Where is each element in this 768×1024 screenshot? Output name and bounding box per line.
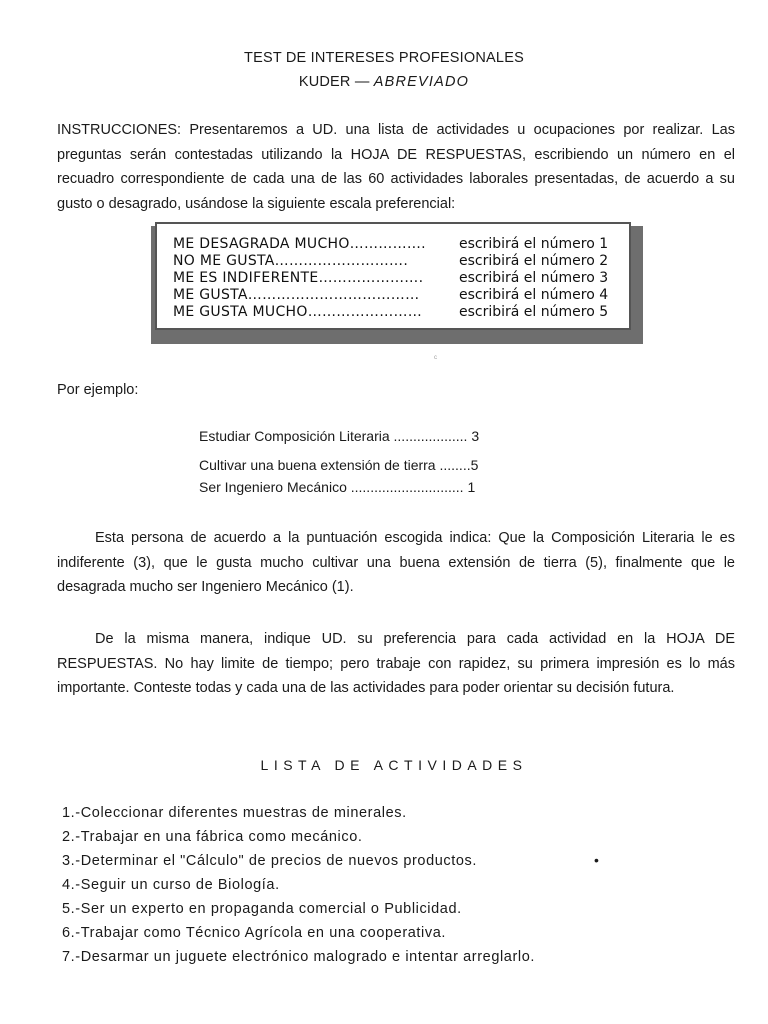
activity-item: 5.-Ser un experto en propaganda comercial o Publicidad. xyxy=(62,901,462,917)
scale-value: escribirá el número 2 xyxy=(459,253,609,269)
scale-value: escribirá el número 4 xyxy=(459,287,609,303)
example-item: Estudiar Composición Literaria ................... 3 xyxy=(199,428,480,444)
scale-label: ME GUSTA……………………………… xyxy=(173,287,420,303)
scale-row xyxy=(173,253,629,270)
activity-item: 3.-Determinar el "Cálculo" de precios de nuevos productos. xyxy=(62,853,478,869)
scale-row xyxy=(173,236,629,253)
preference-scale xyxy=(155,222,643,344)
instructions-paragraph: INSTRUCCIONES: Presentaremos a UD. una lista de actividades u ocupaciones por realizar. Las preguntas serán contestadas utilizando la HOJA DE RESPUESTAS, escribiendo un número en el recuadro correspondiente de cada una de las 60 actividades laborales presentadas, de acuerdo a su gusto o desagrado, usándose la siguiente escala preferencial: xyxy=(57,122,735,212)
example-list xyxy=(199,428,479,495)
scale-value: escribirá el número 5 xyxy=(459,304,609,320)
activity-item: 4.-Seguir un curso de Biología. xyxy=(62,877,280,893)
example-item: Cultivar una buena extensión de tierra ........5 xyxy=(199,457,479,473)
explanation-paragraph: Esta persona de acuerdo a la puntuación escogida indica: Que la Composición Literaria le es indiferente (3), que le gusta mucho cultivar una buena extensión de tierra (5), finalmente que le desagrada mucho ser Ingeniero Mecánico (1). xyxy=(57,530,735,595)
scale-value: escribirá el número 1 xyxy=(459,236,609,252)
activities-list xyxy=(62,801,622,969)
example-heading: Por ejemplo: xyxy=(57,382,139,398)
document-title: TEST DE INTERESES PROFESIONALES xyxy=(244,50,524,66)
scale-label: ME ES INDIFERENTE…………………. xyxy=(173,270,424,286)
activity-item: 6.-Trabajar como Técnico Agrícola en una cooperativa. xyxy=(62,925,447,941)
scale-row xyxy=(173,287,629,304)
subtitle-abbreviated: ABREVIADO xyxy=(373,74,470,90)
scale-label: ME DESAGRADA MUCHO……………. xyxy=(173,236,426,252)
scan-mark: c xyxy=(434,355,437,361)
scale-value: escribirá el número 3 xyxy=(459,270,609,286)
activity-item: 2.-Trabajar en una fábrica como mecánico. xyxy=(62,829,363,845)
activity-item: 7.-Desarmar un juguete electrónico malogrado e intentar arreglarlo. xyxy=(62,949,536,965)
activity-item: 1.-Coleccionar diferentes muestras de minerales. xyxy=(62,805,407,821)
indication-paragraph: De la misma manera, indique UD. su preferencia para cada actividad en la HOJA DE RESPUESTAS. No hay limite de tiempo; pero trabaje con rapidez, su primera impresión es lo más importante. Conteste todas y cada una de las actividades para poder orientar su decisión futura. xyxy=(57,631,735,696)
scale-label: ME GUSTA MUCHO…………………… xyxy=(173,304,423,320)
scale-label: NO ME GUSTA………………………. xyxy=(173,253,409,269)
scale-row xyxy=(173,304,629,321)
scale-row xyxy=(173,270,629,287)
subtitle-prefix: KUDER — xyxy=(298,74,370,90)
stray-bullet: • xyxy=(594,852,599,868)
document-subtitle xyxy=(0,74,768,90)
example-item: Ser Ingeniero Mecánico ............................. 1 xyxy=(199,479,476,495)
scale-box xyxy=(155,222,631,330)
activities-heading: LISTA DE ACTIVIDADES xyxy=(260,757,528,773)
